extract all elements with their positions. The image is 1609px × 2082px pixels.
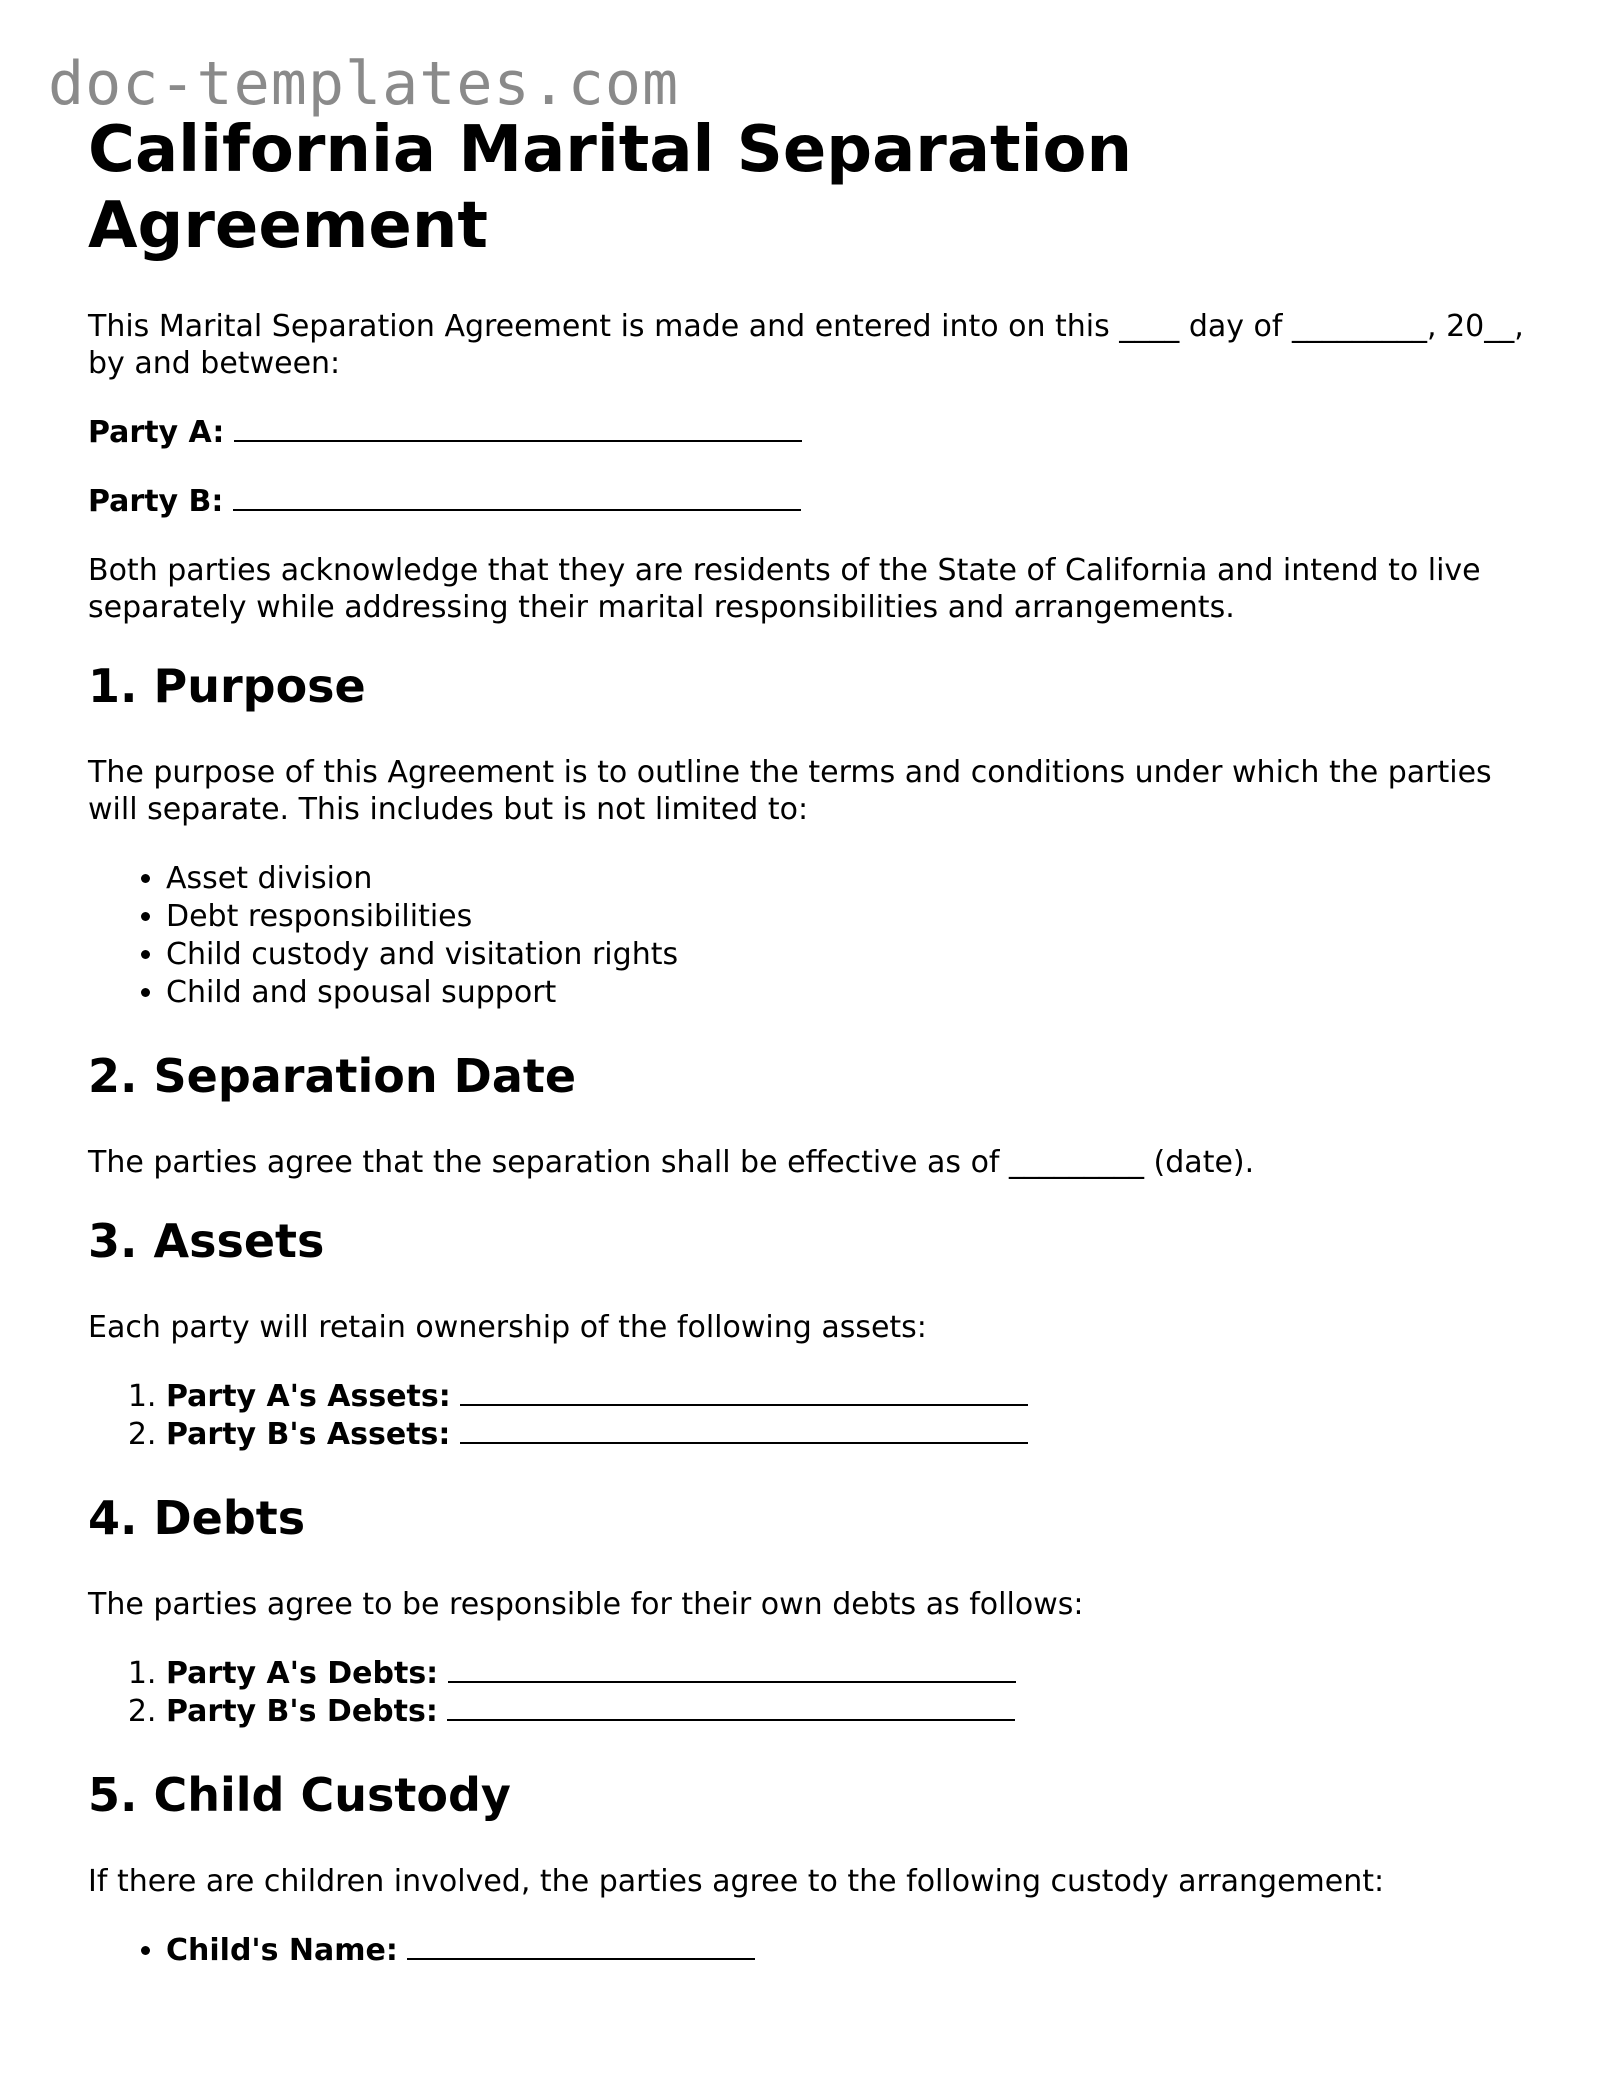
list-item [166, 1655, 1528, 1693]
document-page [88, 112, 1528, 2006]
section-assets-text: Each party will retain ownership of the following assets: [88, 1310, 927, 1345]
section-child-custody-text: If there are children involved, the parties agree to the following custody arrangement: [88, 1864, 1385, 1899]
debts-list [88, 1655, 1528, 1731]
party-a-assets-label: Party A's Assets: [166, 1379, 451, 1414]
party-b-assets-label: Party B's Assets: [166, 1417, 451, 1452]
list-item: • Debt responsibilities [166, 898, 1528, 936]
section-purpose-heading: 1. Purpose [88, 659, 366, 713]
section-child-custody-heading: 5. Child Custody [88, 1768, 511, 1822]
document-title: California Marital Separation Agreement [88, 113, 1133, 263]
section-debts-text: The parties agree to be responsible for their own debts as follows: [88, 1587, 1084, 1622]
party-b-assets-blank [460, 1416, 1028, 1444]
acknowledgment-paragraph: Both parties acknowledge that they are residents of the State of California and intend to live separately while addressing their marital responsibilities and arrangements. [88, 553, 1481, 625]
intro-paragraph: This Marital Separation Agreement is made and entered into on this ____ day of _________, 20__, by and between: [88, 309, 1524, 381]
party-b-line [88, 483, 1528, 520]
section-assets-heading: 3. Assets [88, 1214, 325, 1268]
child-custody-list [88, 1932, 1528, 1970]
list-item [166, 1378, 1528, 1416]
section-separation-date-text: The parties agree that the separation shall be effective as of _________ (date). [88, 1145, 1255, 1180]
section-debts-heading: 4. Debts [88, 1491, 306, 1545]
section-separation-date-heading: 2. Separation Date [88, 1049, 577, 1103]
list-item: • Child and spousal support [166, 974, 1528, 1012]
party-a-label: Party A: [88, 415, 225, 450]
list-item [166, 1693, 1528, 1731]
watermark: doc-templates.com [48, 49, 680, 119]
party-b-debts-label: Party B's Debts: [166, 1694, 438, 1729]
party-b-label: Party B: [88, 484, 224, 519]
section-purpose-text: The purpose of this Agreement is to outline the terms and conditions under which the parties will separate. This includes but is not limited to: [88, 755, 1492, 827]
party-a-line [88, 414, 1528, 451]
list-item: • Child custody and visitation rights [166, 936, 1528, 974]
party-a-blank [234, 414, 802, 442]
party-a-debts-blank [448, 1655, 1016, 1683]
list-item [166, 1416, 1528, 1454]
list-item [166, 1932, 1528, 1970]
party-b-blank [233, 483, 801, 511]
party-a-assets-blank [460, 1378, 1028, 1406]
child-name-blank [407, 1932, 755, 1960]
list-item: • Asset division [166, 860, 1528, 898]
assets-list [88, 1378, 1528, 1454]
purpose-list [88, 860, 1528, 1012]
party-a-debts-label: Party A's Debts: [166, 1656, 439, 1691]
party-b-debts-blank [447, 1693, 1015, 1721]
child-name-label: Child's Name: [166, 1933, 398, 1968]
